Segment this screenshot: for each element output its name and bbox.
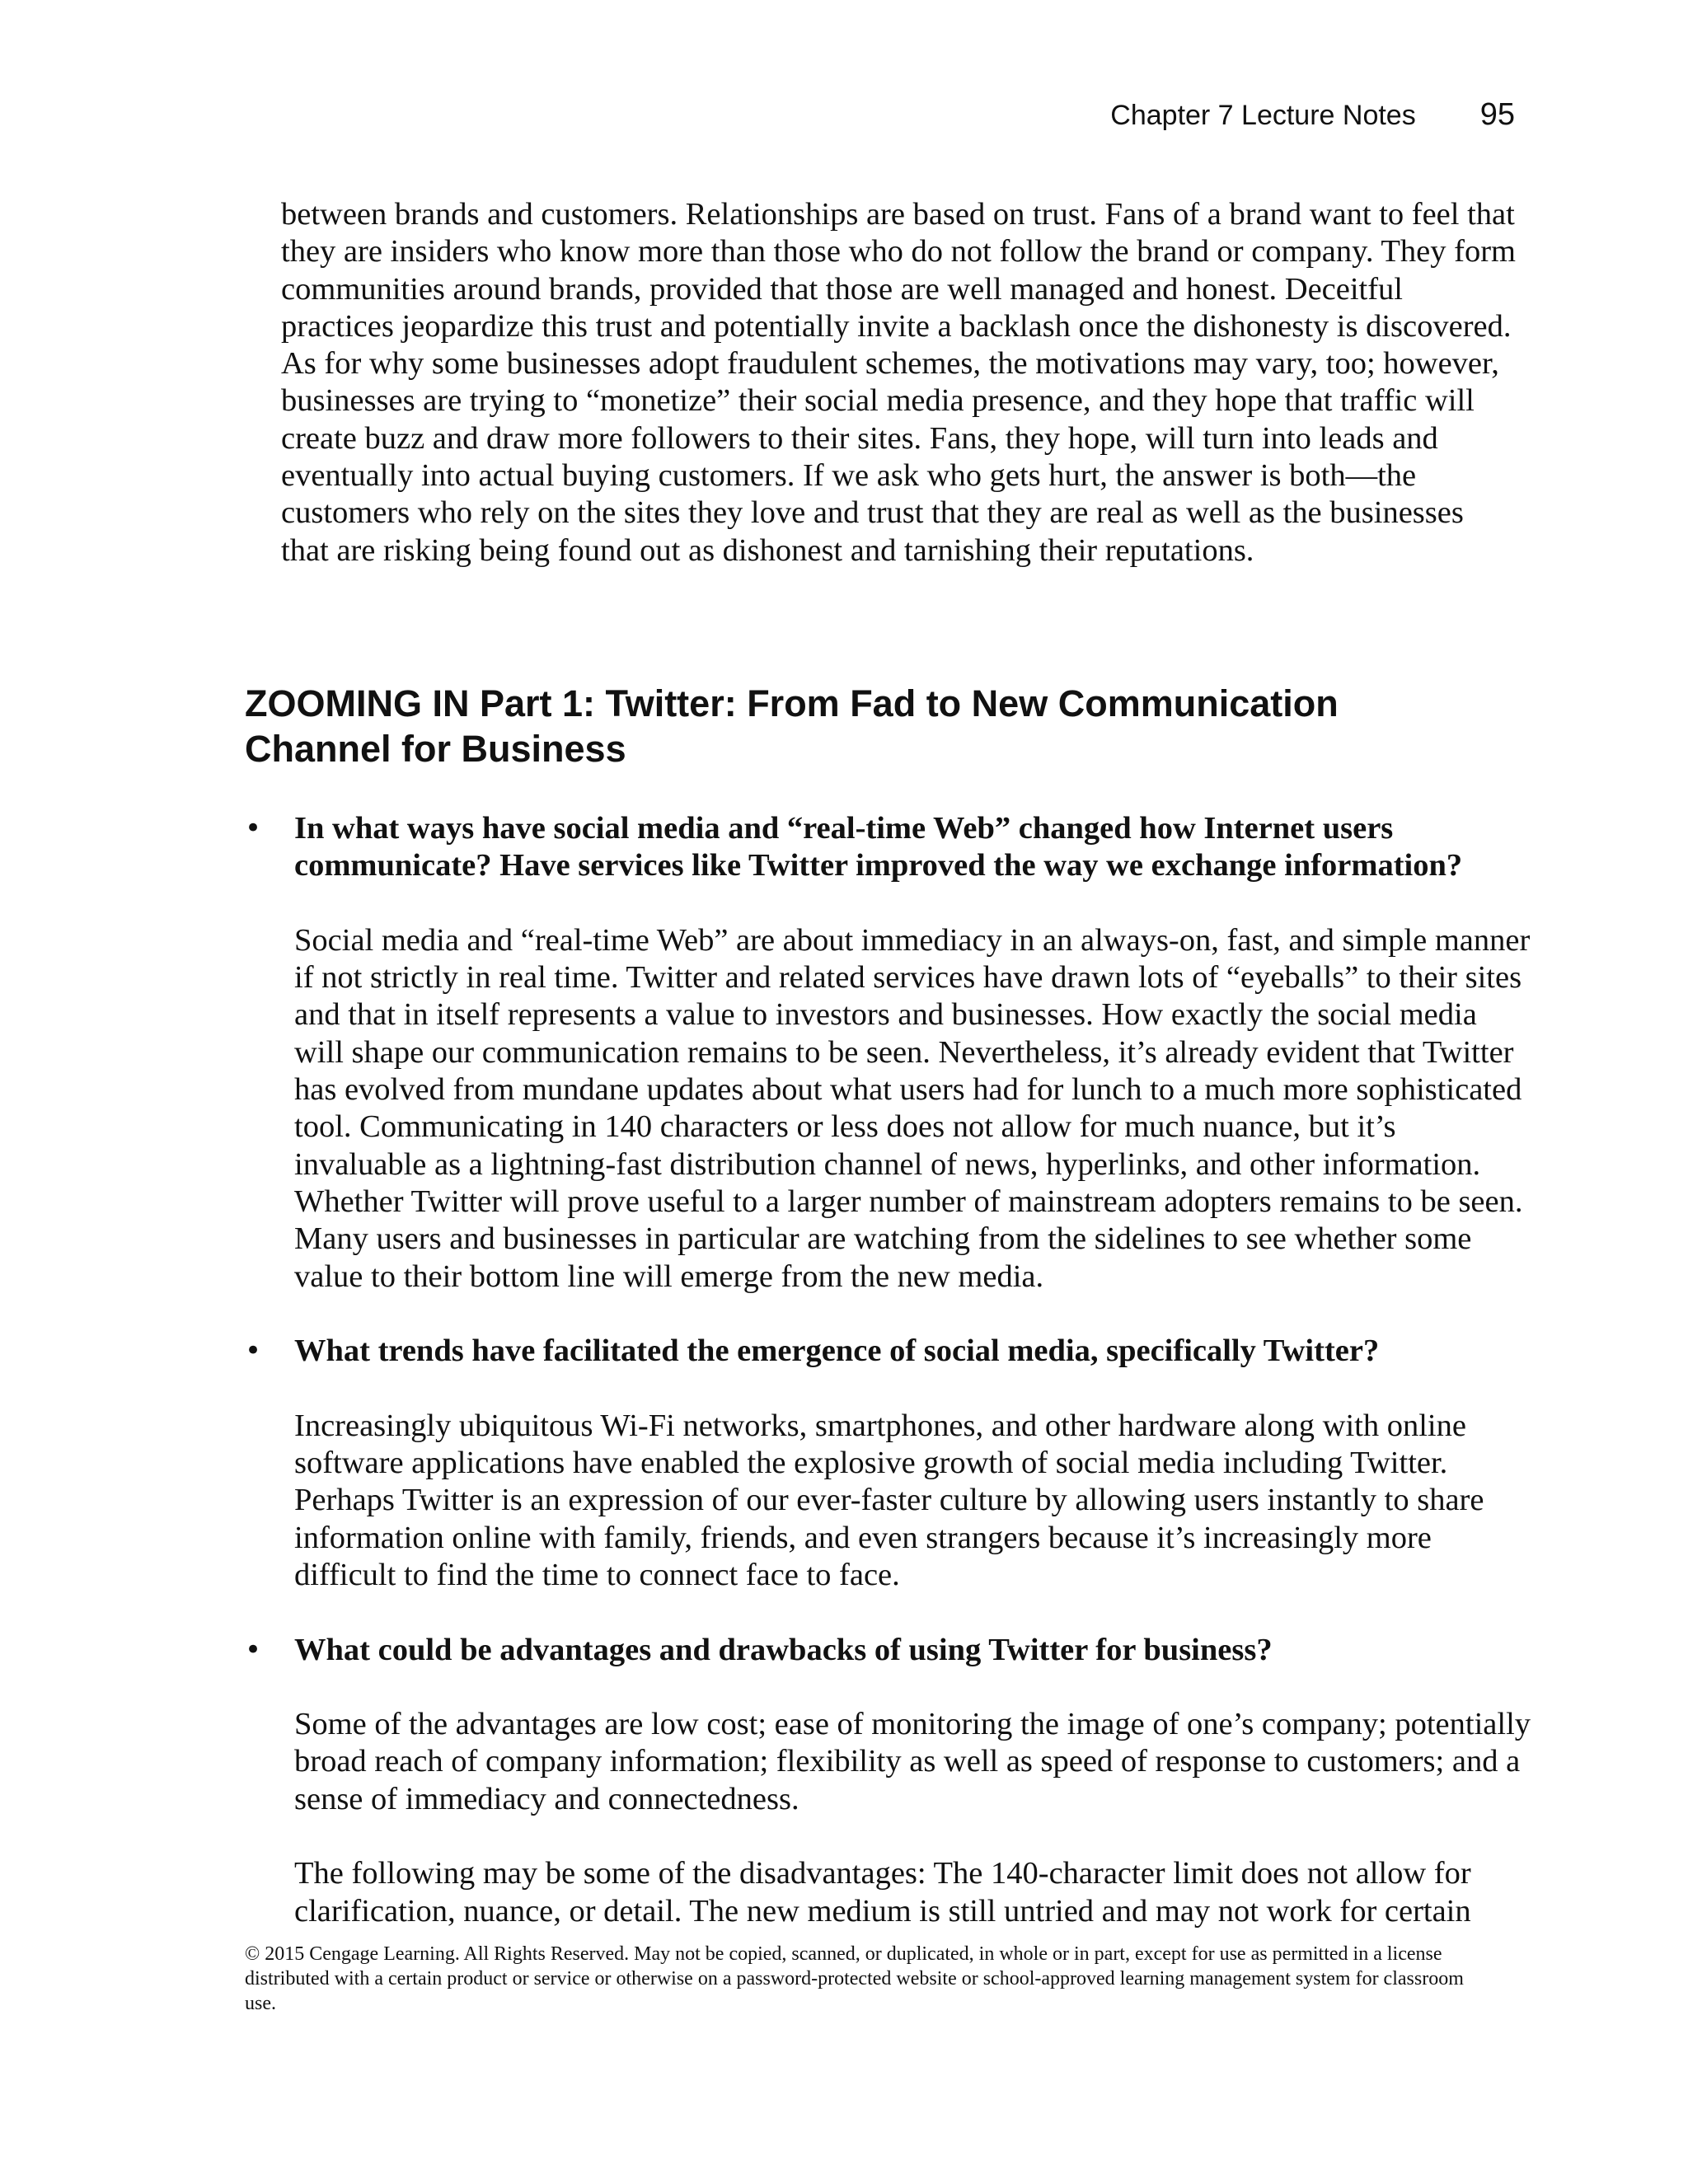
section-heading: ZOOMING IN Part 1: Twitter: From Fad to New Communication Channel for Business: [245, 682, 1339, 770]
question-text: What trends have facilitated the emergence of social media, specifically Twitter?: [294, 1333, 1380, 1369]
page-number: 95: [1479, 97, 1515, 132]
running-header-chapter: Chapter 7 Lecture Notes: [1110, 100, 1416, 131]
question-list: [245, 810, 1531, 1930]
bullet-icon: •: [245, 1334, 262, 1368]
bullet-icon: •: [245, 1633, 262, 1666]
question-text: In what ways have social media and “real-time Web” changed how Internet users communicate? Have services like Twitter improved the way we exchange information?: [294, 811, 1463, 883]
question-item: [245, 1333, 1531, 1594]
answer-paragraph: The following may be some of the disadvantages: The 140-character limit does not allow for clarification, nuance, or detail. The new medium is still untried and may not work for certain: [294, 1856, 1471, 1929]
answer-paragraph: Social media and “real-time Web” are about immediacy in an always-on, fast, and simple manner if not strictly in real time. Twitter and related services have drawn lots of “eyeballs” to their sites and that in itself represents a value to investors and businesses. How exactly the social media will shape our communication remains to be seen. Nevertheless, it’s already evident that Twitter has evolved from mundane updates about what users had for lunch to a much more sophisticated tool. Communicating in 140 characters or less does not allow for much nuance, but it’s invaluable as a lightning-fast distribution channel of news, hyperlinks, and other information. Whether Twitter will prove useful to a larger number of mainstream adopters remains to be seen. Many users and businesses in particular are watching from the sidelines to see whether some value to their bottom line will emerge from the new media.: [294, 922, 1531, 1294]
question-text: What could be advantages and drawbacks of using Twitter for business?: [294, 1632, 1273, 1667]
question-item: [245, 1632, 1531, 1930]
copyright-footer: © 2015 Cengage Learning. All Rights Reserved. May not be copied, scanned, or duplicated, in whole or in part, except for use as permitted in a license distributed with a certain product or service or otherwise on a password-protected website or school-approved learning management system for classroom use.: [245, 1943, 1464, 2014]
page-header: [1110, 97, 1515, 133]
answer-paragraph: Increasingly ubiquitous Wi-Fi networks, smartphones, and other hardware along with online software applications have enabled the explosive growth of social media including Twitter. Perhaps Twitter is an expression of our ever-faster culture by allowing users instantly to share information online with family, friends, and even strangers because it’s increasingly more difficult to find the time to connect face to face.: [294, 1408, 1484, 1592]
intro-paragraph: between brands and customers. Relationships are based on trust. Fans of a brand want to feel that they are insiders who know more than those who do not follow the brand or company. They form communities around brands, provided that those are well managed and honest. Deceitful practices jeopardize this trust and potentially invite a backlash once the dishonesty is discovered. As for why some businesses adopt fraudulent schemes, the motivations may vary, too; however, businesses are trying to “monetize” their social media presence, and they hope that traffic will create buzz and draw more followers to their sites. Fans, they hope, will turn into leads and eventually into actual buying customers. If we ask who gets hurt, the answer is both—the customers who rely on the sites they love and trust that they are real as well as the businesses that are risking being found out as dishonest and tarnishing their reputations.: [281, 197, 1516, 568]
answer-paragraph: Some of the advantages are low cost; ease of monitoring the image of one’s company; potentially broad reach of company information; flexibility as well as speed of response to customers; and a sense of immediacy and connectedness.: [294, 1707, 1531, 1816]
bullet-icon: •: [245, 812, 262, 845]
question-item: [245, 810, 1531, 1296]
